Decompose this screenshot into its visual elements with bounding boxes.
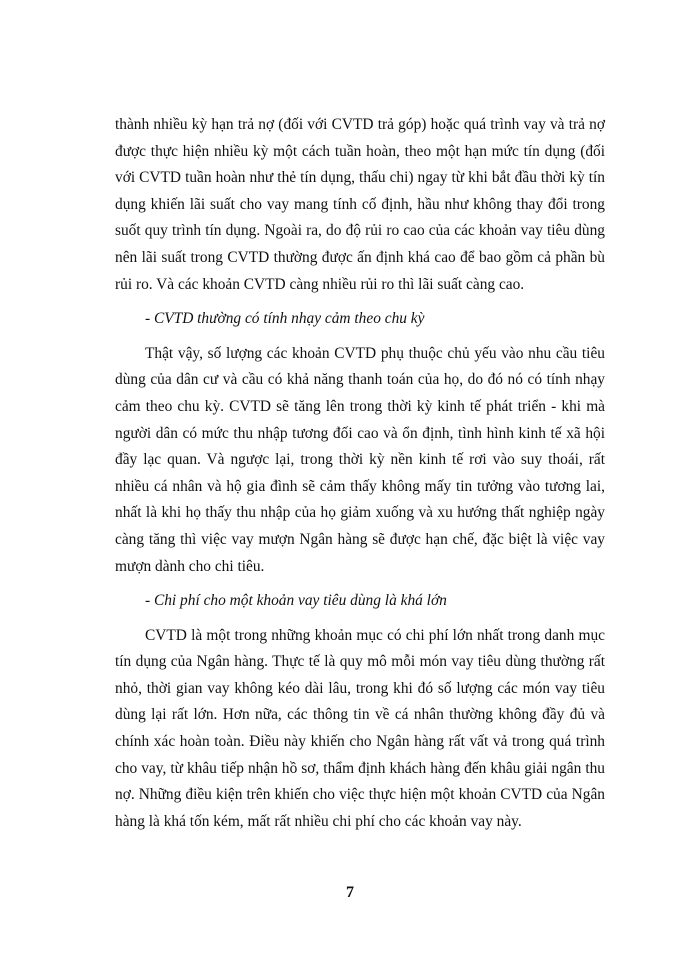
page-number: 7: [346, 884, 354, 901]
paragraph-continuation: thành nhiều kỳ hạn trả nợ (đối với CVTD trả góp) hoặc quá trình vay và trả nợ được thực hiện nhiều kỳ một cách tuần hoàn, theo một hạn mức tín dụng (đối với CVTD tuần hoàn như thẻ tín dụng, thấu chi) ngay từ khi bắt đầu thời kỳ tín dụng khiến lãi suất cho vay mang tính cố định, hầu như không thay đổi trong suốt quy trình tín dụng. Ngoài ra, do độ rủi ro cao của các khoản vay tiêu dùng nên lãi suất trong CVTD thường được ấn định khá cao để bao gồm cả phần bù rủi ro. Và các khoản CVTD càng nhiều rủi ro thì lãi suất càng cao.: [115, 116, 605, 293]
section-heading-cyclical-sensitivity: - CVTD thường có tính nhạy cảm theo chu kỳ: [145, 310, 425, 328]
section-heading-loan-cost: - Chi phí cho một khoản vay tiêu dùng là khá lớn: [145, 592, 447, 610]
paragraph-loan-cost: CVTD là một trong những khoản mục có chi phí lớn nhất trong danh mục tín dụng của Ngân hàng. Thực tế là quy mô mỗi món vay tiêu dùng thường rất nhỏ, thời gian vay không kéo dài lâu, trong khi đó số lượng các món vay tiêu dùng lại rất lớn. Hơn nữa, các thông tin về cá nhân thường không đầy đủ và chính xác hoàn toàn. Điều này khiến cho Ngân hàng rất vất vả trong quá trình cho vay, từ khâu tiếp nhận hồ sơ, thẩm định khách hàng đến khâu giải ngân thu nợ. Những điều kiện trên khiến cho việc thực hiện một khoản CVTD của Ngân hàng là khá tốn kém, mất rất nhiều chi phí cho các khoản vay này.: [115, 626, 605, 830]
paragraph-cyclical-sensitivity: Thật vậy, số lượng các khoản CVTD phụ thuộc chủ yếu vào nhu cầu tiêu dùng của dân cư và cầu có khả năng thanh toán của họ, do đó nó có tính nhạy cảm theo chu kỳ. CVTD sẽ tăng lên trong thời kỳ kinh tế phát triển - khi mà người dân có mức thu nhập tương đối cao và ổn định, tình hình kinh tế xã hội đầy lạc quan. Và ngược lại, trong thời kỳ nền kinh tế rơi vào suy thoái, rất nhiều cá nhân và hộ gia đình sẽ cảm thấy không mấy tin tưởng vào tương lai, nhất là khi họ thấy thu nhập của họ giảm xuống và xu hướng thất nghiệp ngày càng tăng thì việc vay mượn Ngân hàng sẽ được hạn chế, đặc biệt là việc vay mượn dành cho chi tiêu.: [115, 344, 605, 575]
body-text: [115, 112, 605, 835]
